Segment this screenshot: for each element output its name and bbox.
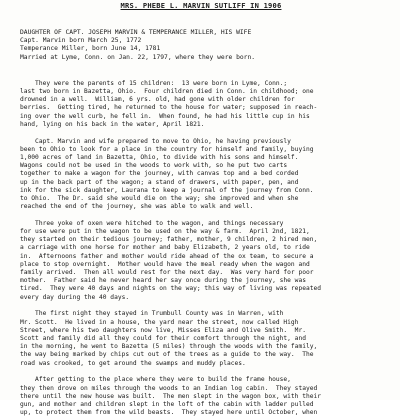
text-line: for use were put in the wagon to be used on the way & farm. April 2nd, 1821, [20, 228, 310, 236]
title-line-1: DAUGHTER OF CAPT. JOSEPH MARVIN & TEMPERANCE MILLER, HIS WIFE [20, 29, 252, 36]
text-line: Street, where his two daughters now live, Misses Eliza and Olive Smith. Mr. [20, 326, 306, 334]
text-line: they then drove on miles through the woods to an Indian log cabin. They stayed [20, 384, 318, 392]
text-line: a carriage with one horse for mother and baby Elizabeth, 2 years old, to ride [20, 244, 310, 252]
text-line: Capt. Marvin and wife prepared to move to Ohio, he having previously [20, 137, 291, 145]
text-line: ing over the well curb, he fell in. When found, he had his little cup in his [20, 112, 310, 120]
text-line: Mr. Scott. He lived in a house, the yard near the street, now called High [20, 318, 299, 326]
title-line-4: Married at Lyme, Conn. on Jan. 22, 1797, where they were born. [20, 53, 256, 61]
page-header: MRS. PHEBE L. MARVIN SUTLIFF IN 1906 [120, 1, 282, 10]
text-line: reached the end of the journey, she was able to walk and well. [20, 203, 254, 211]
text-line: Wagons could not be used in the woods to work with, so he put two carts [20, 162, 288, 170]
paragraph-3 [20, 220, 382, 302]
text-line: Three yoke of oxen were hitched to the wagon, and things necessary [20, 219, 284, 227]
text-line: road was crooked, to get around the swamps and muddy places. [20, 359, 246, 367]
text-line: together to make a wagon for the journey, with canvas top and a bed corded [20, 170, 299, 178]
text-line: 1,000 acres of land in Bazetta, Ohio, to divide with his sons and himself. [20, 153, 299, 161]
text-line: tired. They were 40 days and nights on the way; this way of living was repeated [20, 285, 322, 293]
text-line: place to stop overnight. Mother would have the meal ready when the wagon and [20, 260, 310, 268]
text-line: last two born in Bazetta, Ohio. Four children died in Conn. in childhood; one [20, 88, 314, 96]
text-line: every day during the 40 days. [20, 293, 130, 301]
text-line: Scott and family did all they could for their comfort through the night, and [20, 335, 306, 342]
text-line: After getting to the place where they were to build the frame house, [20, 376, 291, 384]
text-line: been to Ohio to look for a place in the country for himself and family, buying [20, 145, 314, 153]
text-line: gun, and mother and children slept in the loft of the cabin with ladder pulled [20, 400, 314, 408]
text-line: in. Afternoons father and mother would ride ahead of the ox team, to secure a [20, 252, 314, 260]
text-line: They were the parents of 15 children: 13 were born in Lyme, Conn.; [20, 79, 288, 87]
body-text [20, 80, 382, 417]
paragraph-5 [20, 376, 382, 417]
text-line: The first night they stayed in Trumbull County was in Warren, with [20, 310, 284, 318]
text-line: they started on their tedious journey; father, mother, 9 children, 2 hired men, [20, 236, 318, 244]
text-line: there until the new house was built. The men slept in the wagon box, with their [20, 392, 322, 400]
paragraph-1 [20, 80, 382, 129]
text-line: mother. Father said he never heard her say once during the journey, she was [20, 277, 306, 285]
text-line: to Ohio. The Dr. said she would die on the way; she improved and when she [20, 194, 299, 202]
title-line-2: Capt. Marvin born March 25, 1772 [20, 37, 142, 45]
text-line: hand, lying on his back in the water, April 1821. [20, 120, 205, 128]
text-line: in the morning, he went to Bazetta (5 miles) through the woods with the family, [20, 343, 318, 351]
text-line: family arrived. Then all would rest for the next day. Was very hard for poor [20, 269, 314, 277]
text-line: the way being marked by chips cut out of the trees as a guide to the way. The [20, 351, 314, 359]
text-line: up in the back part of the wagon; a stand of drawers, with paper, pen, and [20, 178, 299, 186]
text-line: up, to protect them from the wild beasts. They stayed here until October, when [20, 409, 318, 417]
text-line: drowned in a well. William, 6 yrs. old, had gone with older children for [20, 96, 295, 104]
title-block [20, 29, 382, 62]
text-line: berries. Getting tired, he returned to the house for water; supposed in reach- [20, 104, 318, 112]
paragraph-4 [20, 310, 382, 367]
text-line: ink for the sick daughter, Laurana to keep a journal of the journey from Conn. [20, 186, 314, 194]
title-line-3: Temperance Miller, born June 14, 1781 [20, 45, 161, 53]
paragraph-2 [20, 138, 382, 212]
